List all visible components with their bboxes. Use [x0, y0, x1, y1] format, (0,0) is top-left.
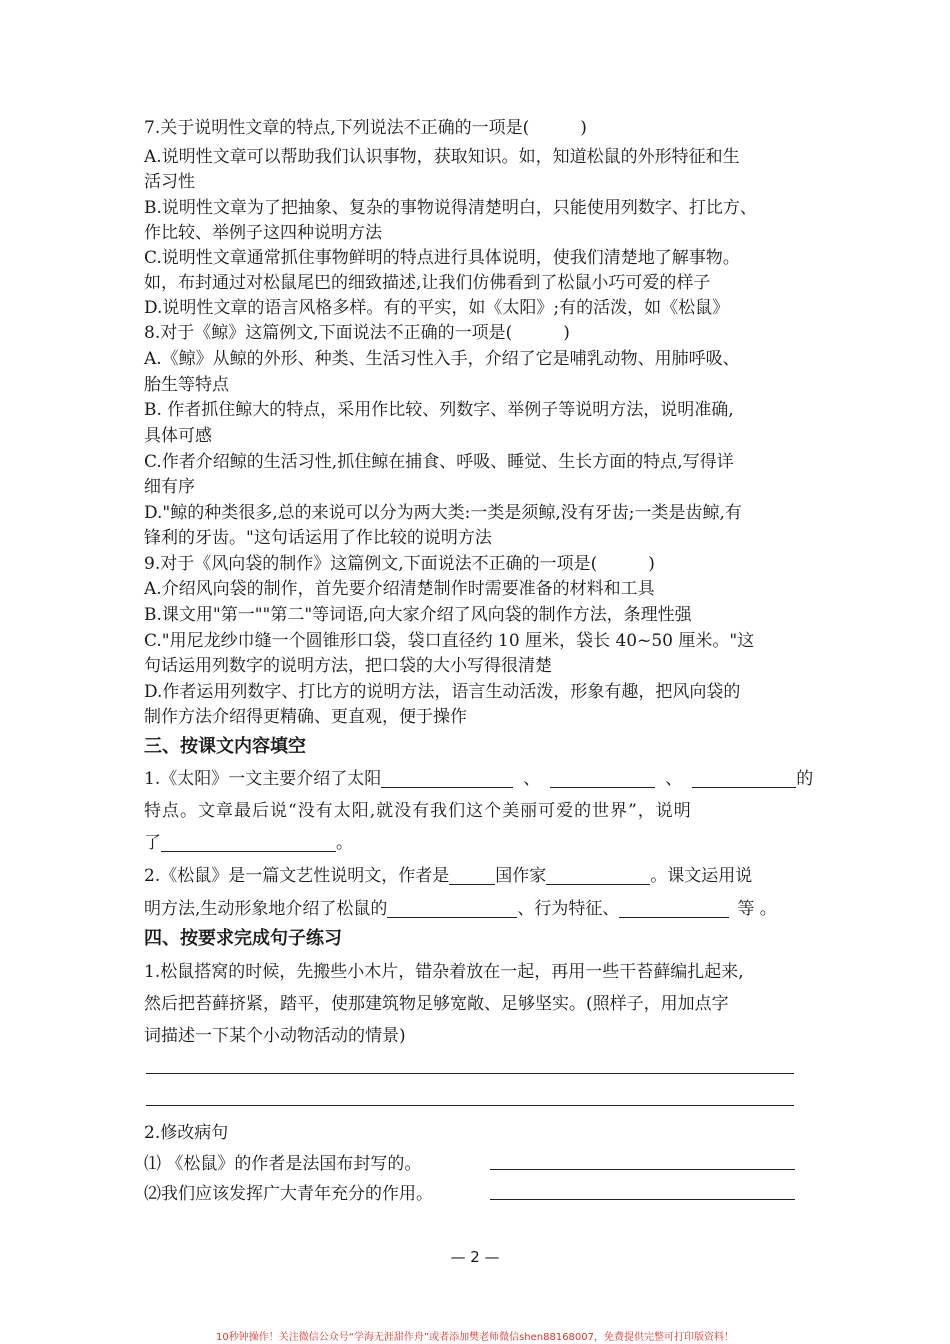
section-3-title: 三、按课文内容填空: [144, 736, 306, 757]
revise-sentence-2: ⑵我们应该发挥广大青年充分的作用。: [144, 1184, 433, 1204]
fill-2-line-1: [144, 865, 814, 887]
fill-blank[interactable]: [381, 769, 513, 788]
q8-option-c-cont: 细有序: [144, 477, 195, 497]
fill-blank[interactable]: [692, 769, 796, 788]
fill-1-line-2: 特点。文章最后说“没有太阳,就没有我们这个美丽可爱的世界”，说明: [144, 801, 692, 821]
footer-note: 10秒钟操作！关注微信公众号“学海无涯甜作舟”或者添加樊老师微信shen88168007，免费提供完整可打印版资料！: [215, 1332, 735, 1343]
revise-title: 2.修改病句: [144, 1123, 229, 1143]
revise-sentence-1: ⑴ 《松鼠》的作者是法国布封写的。: [144, 1154, 422, 1174]
q7-option-b-cont: 作比较、举例子这四种说明方法: [144, 223, 382, 243]
q7-option-a: A.说明性文章可以帮助我们认识事物，获取知识。如，知道松鼠的外形特征和生: [144, 147, 740, 167]
fill-1-period: 。: [336, 833, 353, 853]
q8-option-d-cont: 锋利的牙齿。"这句话运用了作比较的说明方法: [144, 528, 492, 548]
q8-option-b-cont: 具体可感: [144, 426, 212, 446]
fill-2-text: 国作家: [495, 866, 547, 886]
fill-blank[interactable]: [449, 866, 495, 885]
q8-option-d: D."鲸的种类很多,总的来说可以分为两大类:一类是须鲸,没有牙齿;一类是齿鲸,有: [144, 503, 742, 523]
q9-stem: 9.对于《风向袋的制作》这篇例文,下面说法不正确的一项是( ): [144, 554, 655, 574]
q7-option-d: D.说明性文章的语言风格多样。有的平实，如《太阳》;有的活泼，如《松鼠》: [144, 298, 730, 318]
fill-2-text-end: 等 。: [737, 899, 777, 919]
fill-2-text: 明方法,生动形象地介绍了松鼠的: [144, 899, 388, 919]
fill-blank[interactable]: [387, 899, 517, 918]
answer-line[interactable]: [490, 1169, 795, 1170]
sentence-1-line-3: 词描述一下某个小动物活动的情景): [144, 1026, 406, 1046]
q8-option-a: A.《鲸》从鲸的外形、种类、生活习性入手，介绍了它是哺乳动物、用肺呼吸、: [144, 349, 740, 369]
fill-blank[interactable]: [619, 899, 729, 918]
q8-option-b: B. 作者抓住鲸大的特点，采用作比较、列数字、举例子等说明方法，说明准确,: [144, 400, 734, 420]
fill-1-text: 了: [144, 833, 161, 853]
q9-option-d-cont: 制作方法介绍得更精确、更直观，便于操作: [144, 707, 467, 727]
fill-2-text: 。课文运用说: [650, 866, 753, 886]
fill-2-text: 2.《松鼠》是一篇文艺性说明文，作者是: [144, 866, 450, 886]
fill-2-line-2: [144, 898, 814, 920]
fill-blank[interactable]: [550, 769, 655, 788]
fill-1-text: 1.《太阳》一文主要介绍了太阳: [144, 769, 382, 789]
fill-1-separator: 、: [665, 769, 683, 789]
q7-option-c: C.说明性文章通常抓住事物鲜明的特点进行具体说明，使我们清楚地了解事物。: [144, 248, 740, 268]
q7-stem: 7.关于说明性文章的特点,下列说法不正确的一项是( ): [144, 118, 587, 138]
page-number: — 2 —: [450, 1248, 500, 1266]
sentence-1-line-2: 然后把苔藓挤紧，踏平，使那建筑物足够宽敞、足够坚实。(照样子，用加点字: [144, 994, 729, 1014]
q7-option-a-cont: 活习性: [144, 172, 195, 192]
q9-option-b: B.课文用"第一""第二"等词语,向大家介绍了风向袋的制作方法，条理性强: [144, 605, 692, 625]
q7-option-b: B.说明性文章为了把抽象、复杂的事物说得清楚明白，只能使用列数字、打比方、: [144, 198, 757, 218]
sentence-1-line-1: 1.松鼠搭窝的时候，先搬些小木片，错杂着放在一起，再用一些干苔藓编扎起来,: [144, 962, 744, 982]
q9-option-d: D.作者运用列数字、打比方的说明方法，语言生动活泼，形象有趣，把风向袋的: [144, 682, 741, 702]
q9-option-c: C."用尼龙纱巾缝一个圆锥形口袋，袋口直径约 10 厘米，袋长 40~50 厘米。"这: [144, 631, 755, 651]
answer-line[interactable]: [490, 1199, 795, 1200]
fill-2-text: 、行为特征、: [517, 899, 620, 919]
fill-1-text-end: 的: [796, 769, 814, 789]
answer-line[interactable]: [146, 1105, 794, 1106]
q9-option-a: A.介绍风向袋的制作，首先要介绍清楚制作时需要准备的材料和工具: [144, 579, 655, 599]
q8-stem: 8.对于《鲸》这篇例文,下面说法不正确的一项是( ): [144, 323, 570, 343]
fill-1-line-3: [144, 832, 814, 854]
fill-1-line-1: [144, 768, 814, 790]
fill-1-separator: 、: [523, 769, 541, 789]
section-4-title: 四、按要求完成句子练习: [144, 928, 342, 949]
q9-option-c-cont: 句话运用列数字的说明方法，把口袋的大小写得很清楚: [144, 656, 552, 676]
answer-line[interactable]: [146, 1073, 794, 1074]
fill-blank[interactable]: [161, 833, 336, 852]
fill-blank[interactable]: [546, 866, 650, 885]
q8-option-c: C.作者介绍鲸的生活习性,抓住鲸在捕食、呼吸、睡觉、生长方面的特点,写得详: [144, 452, 734, 472]
q7-option-c-cont: 如，布封通过对松鼠尾巴的细致描述,让我们仿佛看到了松鼠小巧可爱的样子: [144, 273, 711, 293]
q8-option-a-cont: 胎生等特点: [144, 375, 229, 395]
